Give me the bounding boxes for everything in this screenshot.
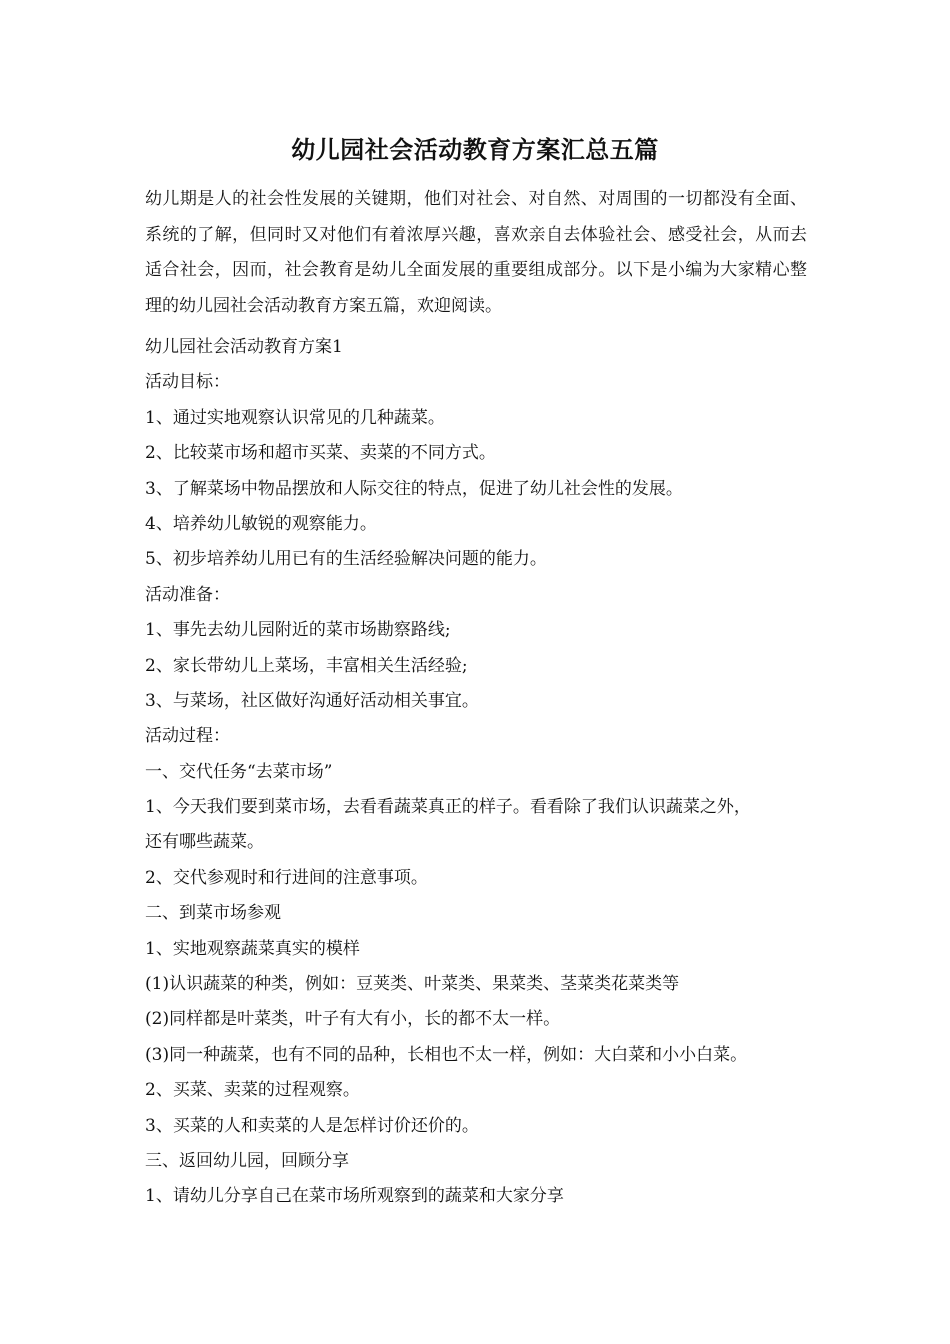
preparation-item: 2、家长带幼儿上菜场，丰富相关生活经验; — [145, 655, 468, 676]
process-item: 1、实地观察蔬菜真实的模样 — [145, 938, 360, 959]
preparation-item: 3、与菜场，社区做好沟通好活动相关事宜。 — [145, 690, 479, 711]
document-title: 幼儿园社会活动教育方案汇总五篇 — [291, 135, 659, 164]
process-item: 2、买菜、卖菜的过程观察。 — [145, 1080, 360, 1101]
process-subitem: (3)同一种蔬菜，也有不同的品种，长相也不太一样，例如：大白菜和小小白菜。 — [145, 1044, 748, 1065]
section-label-preparation: 活动准备： — [145, 584, 230, 605]
section-label-goals: 活动目标： — [145, 372, 230, 393]
process-item: 2、交代参观时和行进间的注意事项。 — [145, 867, 428, 888]
process-step-heading: 二、到菜市场参观 — [145, 903, 281, 924]
process-step-heading: 一、交代任务“去菜市场” — [145, 761, 333, 782]
body-lines — [145, 330, 825, 1215]
process-item-continued: 还有哪些蔬菜。 — [145, 832, 264, 853]
goal-item: 4、培养幼儿敏锐的观察能力。 — [145, 513, 377, 534]
goal-item: 1、通过实地观察认识常见的几种蔬菜。 — [145, 407, 445, 428]
goal-item: 5、初步培养幼儿用已有的生活经验解决问题的能力。 — [145, 549, 547, 570]
goal-item: 3、了解菜场中物品摆放和人际交往的特点，促进了幼儿社会性的发展。 — [145, 478, 683, 499]
process-subitem: (1)认识蔬菜的种类，例如：豆荚类、叶菜类、果菜类、茎菜类花菜类等 — [145, 974, 680, 995]
intro-paragraph: 幼儿期是人的社会性发展的关键期，他们对社会、对自然、对周围的一切都没有全面、系统的了解，但同时又对他们有着浓厚兴趣，喜欢亲自去体验社会、感受社会，从而去适合社会，因而，社会教育是幼儿全面发展的重要组成部分。以下是小编为大家精心整理的幼儿园社会活动教育方案五篇，欢迎阅读。 — [145, 189, 807, 316]
process-item: 1、请幼儿分享自己在菜市场所观察到的蔬菜和大家分享 — [145, 1186, 564, 1207]
process-item: 3、买菜的人和卖菜的人是怎样讨价还价的。 — [145, 1115, 479, 1136]
section-label-process: 活动过程： — [145, 726, 230, 747]
plan-heading: 幼儿园社会活动教育方案1 — [145, 337, 343, 357]
process-subitem: (2)同样都是叶菜类，叶子有大有小，长的都不太一样。 — [145, 1009, 561, 1030]
preparation-item: 1、事先去幼儿园附近的菜市场勘察路线; — [145, 620, 451, 641]
process-step-heading: 三、返回幼儿园，回顾分享 — [145, 1150, 349, 1171]
goal-item: 2、比较菜市场和超市买菜、卖菜的不同方式。 — [145, 443, 496, 464]
process-item: 1、今天我们要到菜市场，去看看蔬菜真正的样子。看看除了我们认识蔬菜之外， — [145, 797, 751, 818]
